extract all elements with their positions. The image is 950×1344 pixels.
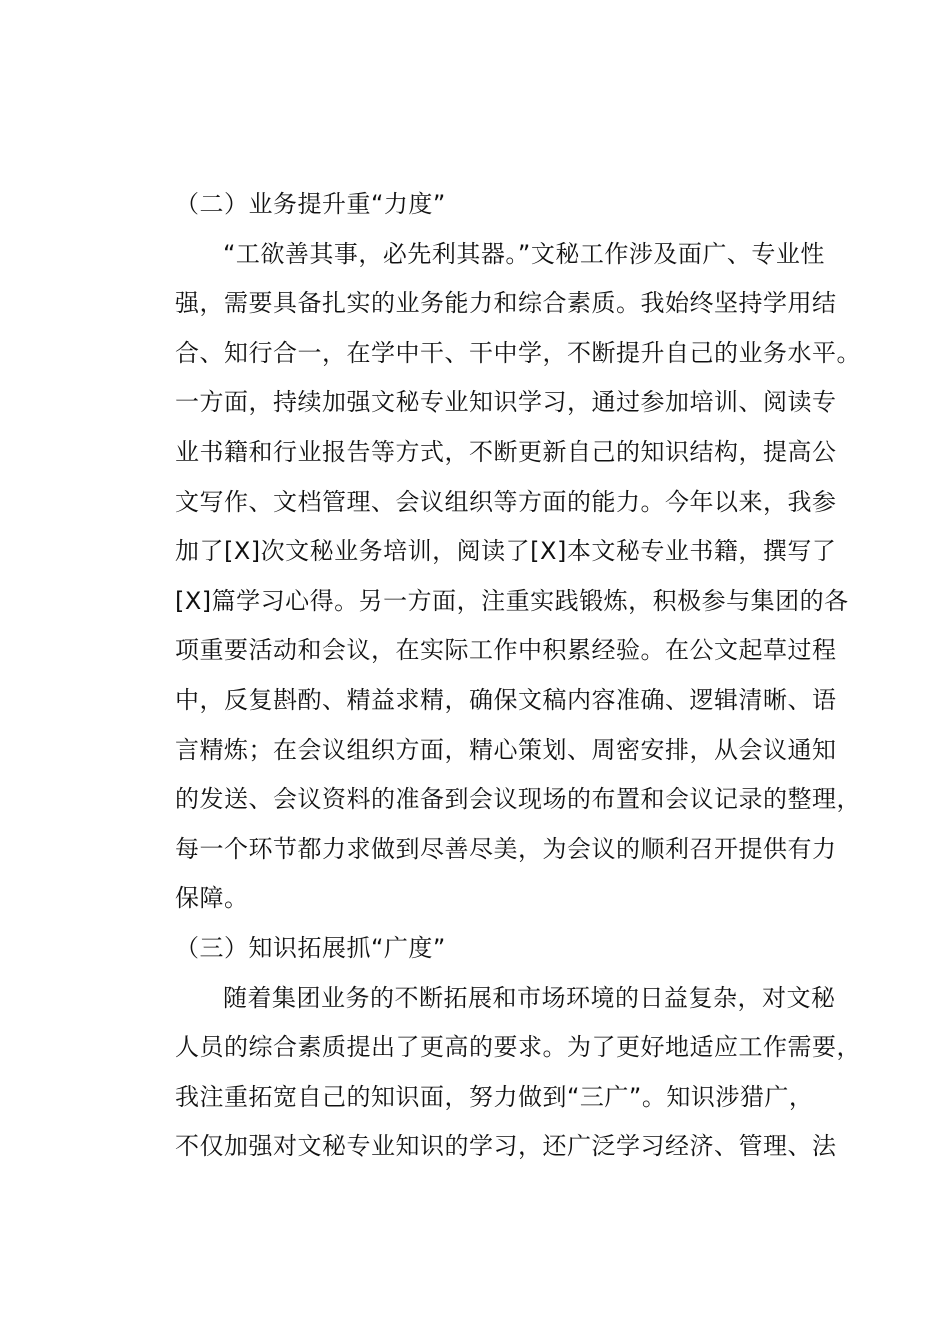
text-line: 不仅加强对文秘专业知识的学习，还广泛学习经济、管理、法 (175, 1132, 837, 1161)
text-line: 人员的综合素质提出了更高的要求。为了更好地适应工作需要， (175, 1033, 861, 1062)
text-line: 言精炼；在会议组织方面，精心策划、周密安排，从会议通知 (175, 735, 837, 764)
text-line: 随着集团业务的不断拓展和市场环境的日益复杂，对文秘 (223, 983, 836, 1012)
text-line: 中，反复斟酌、精益求精，确保文稿内容准确、逻辑清晰、语 (175, 685, 837, 714)
text-line: 合、知行合一，在学中干、干中学，不断提升自己的业务水平。 (175, 338, 861, 367)
paragraph-knowledge-expansion (127, 974, 861, 1172)
text-line: 保障。 (175, 884, 249, 913)
text-line: 文写作、文档管理、会议组织等方面的能力。今年以来，我参 (175, 487, 837, 516)
text-line: 项重要活动和会议，在实际工作中积累经验。在公文起草过程 (175, 636, 837, 665)
paragraph-business-improvement (127, 230, 861, 924)
document-body (127, 180, 861, 1172)
text-line: 一方面，持续加强文秘专业知识学习，通过参加培训、阅读专 (175, 388, 837, 417)
text-line: [X]篇学习心得。另一方面，注重实践锻炼，积极参与集团的各 (175, 586, 849, 615)
section-heading-business: （二）业务提升重“力度” (175, 190, 446, 218)
section-heading-knowledge: （三）知识拓展抓“广度” (175, 933, 446, 962)
text-line: 每一个环节都力求做到尽善尽美，为会议的顺利召开提供有力 (175, 834, 837, 863)
text-line: 我注重拓宽自己的知识面，努力做到“三广”。知识涉猎广， (175, 1082, 814, 1111)
text-line: 加了[X]次文秘业务培训，阅读了[X]本文秘专业书籍，撰写了 (175, 537, 837, 566)
text-line: 的发送、会议资料的准备到会议现场的布置和会议记录的整理， (175, 785, 861, 814)
text-line: 强，需要具备扎实的业务能力和综合素质。我始终坚持学用结 (175, 289, 837, 318)
text-line: 业书籍和行业报告等方式，不断更新自己的知识结构，提高公 (175, 437, 837, 466)
text-line: “工欲善其事，必先利其器。”文秘工作涉及面广、专业性 (223, 239, 825, 268)
